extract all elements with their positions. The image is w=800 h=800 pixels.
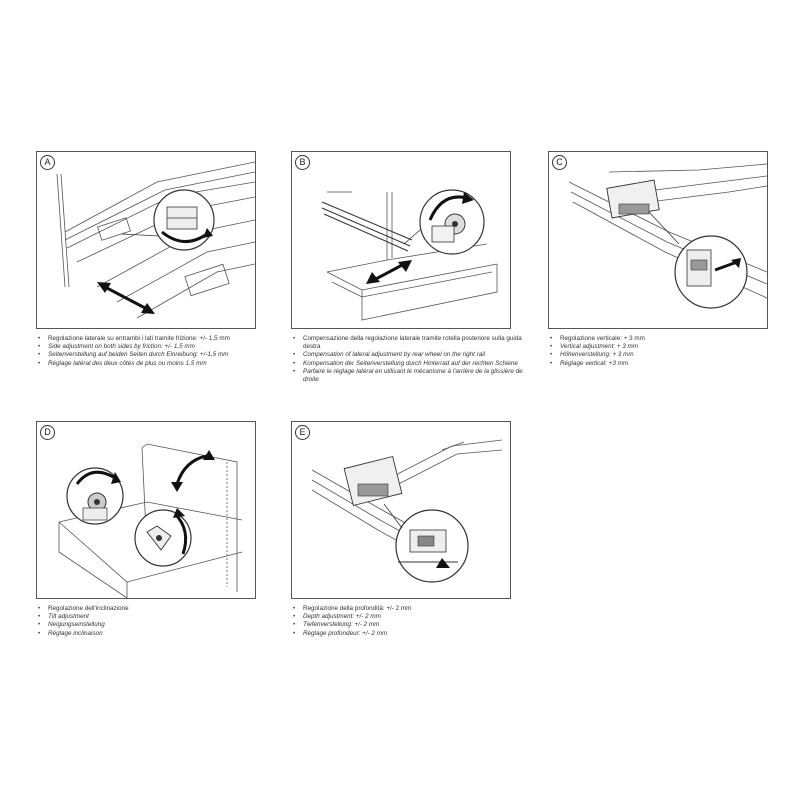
zoom-circle: [675, 236, 747, 308]
caption-line-de: • Tiefenverstellung: +/- 2 mm: [303, 621, 528, 629]
zoom-circle-right: [135, 508, 191, 566]
caption-line-it: • Regolazione verticale: + 3 mm: [560, 335, 778, 343]
panel-e-badge: E: [295, 425, 310, 440]
panel-c-caption: [548, 335, 778, 368]
caption-line-it: • Regolazione della profondità: +/- 2 mm: [303, 605, 528, 613]
caption-line-en: • Side adjustment on both sides by friction: +/- 1,5 mm: [48, 343, 273, 351]
hook-assembly: [344, 457, 402, 506]
drawing-rear-wheel: [292, 152, 510, 328]
panel-b-caption: [291, 335, 528, 384]
zoom-circle: [420, 190, 484, 254]
caption-line-fr: • Parfaire le réglage latéral en utilisant le mécanisme à l'arrière de la glissière de droite: [303, 368, 528, 384]
caption-line-it: • Regolazione dell'inclinazione: [48, 605, 273, 613]
caption-line-it: • Regolazione laterale su entrambi i lati tramite frizione: +/- 1,5 mm: [48, 335, 273, 343]
caption-line-fr: • Réglage inclinaison: [48, 630, 273, 638]
zoom-circle-left: [67, 468, 123, 524]
caption-line-de: • Neigungseinstellung: [48, 621, 273, 629]
caption-line-en: • Compensation of lateral adjustment by rear wheel on the right rail: [303, 351, 528, 359]
caption-line-en: • Depth adjustment: +/- 2 mm: [303, 613, 528, 621]
drawing-depth-adjustment: [292, 422, 510, 598]
panel-e-caption: [291, 605, 528, 638]
double-arrow-icon: [366, 260, 412, 284]
caption-line-en: • Vertical adjustment: + 3 mm: [560, 343, 778, 351]
panel-d-caption: [36, 605, 273, 638]
drawing-side-adjustment: [37, 152, 255, 328]
caption-line-de: • Seitenverstellung auf beiden Seiten durch Einreibung: +/-1,5 mm: [48, 351, 273, 359]
rail: [322, 202, 412, 251]
panel-c-badge: C: [552, 155, 567, 170]
caption-line-it: • Compensazione della regolazione laterale tramite rotella posteriore sulla guida destra: [303, 335, 528, 351]
caption-line-fr: • Réglage vertical: +3 mm: [560, 360, 778, 368]
panel-a-badge: A: [40, 155, 55, 170]
hook-assembly: [607, 180, 659, 218]
caption-line-fr: • Réglage latéral des deux côtés de plus ou moins 1.5 mm: [48, 360, 273, 368]
caption-line-de: • Höhenverstellung: + 3 mm: [560, 351, 778, 359]
double-arrow-icon: [97, 282, 155, 314]
panel-b-badge: B: [295, 155, 310, 170]
illustration-e: [291, 421, 511, 599]
drawing-tilt-adjustment: [37, 422, 255, 598]
curved-arrow-icon: [171, 450, 215, 492]
illustration-d: [36, 421, 256, 599]
caption-line-en: • Tilt adjustment: [48, 613, 273, 621]
caption-line-de: • Kompensation der Seitenverstellung durch Hinterrad auf der rechten Schiene: [303, 360, 528, 368]
caption-line-fr: • Réglage profondeur: +/- 2 mm: [303, 630, 528, 638]
drawing-vertical-adjustment: [549, 152, 767, 328]
panel-a-caption: [36, 335, 273, 368]
panel-d-badge: D: [40, 425, 55, 440]
illustration-c: [548, 151, 768, 329]
zoom-circle: [154, 190, 214, 250]
zoom-circle: [396, 510, 468, 582]
illustration-b: [291, 151, 511, 329]
illustration-a: [36, 151, 256, 329]
